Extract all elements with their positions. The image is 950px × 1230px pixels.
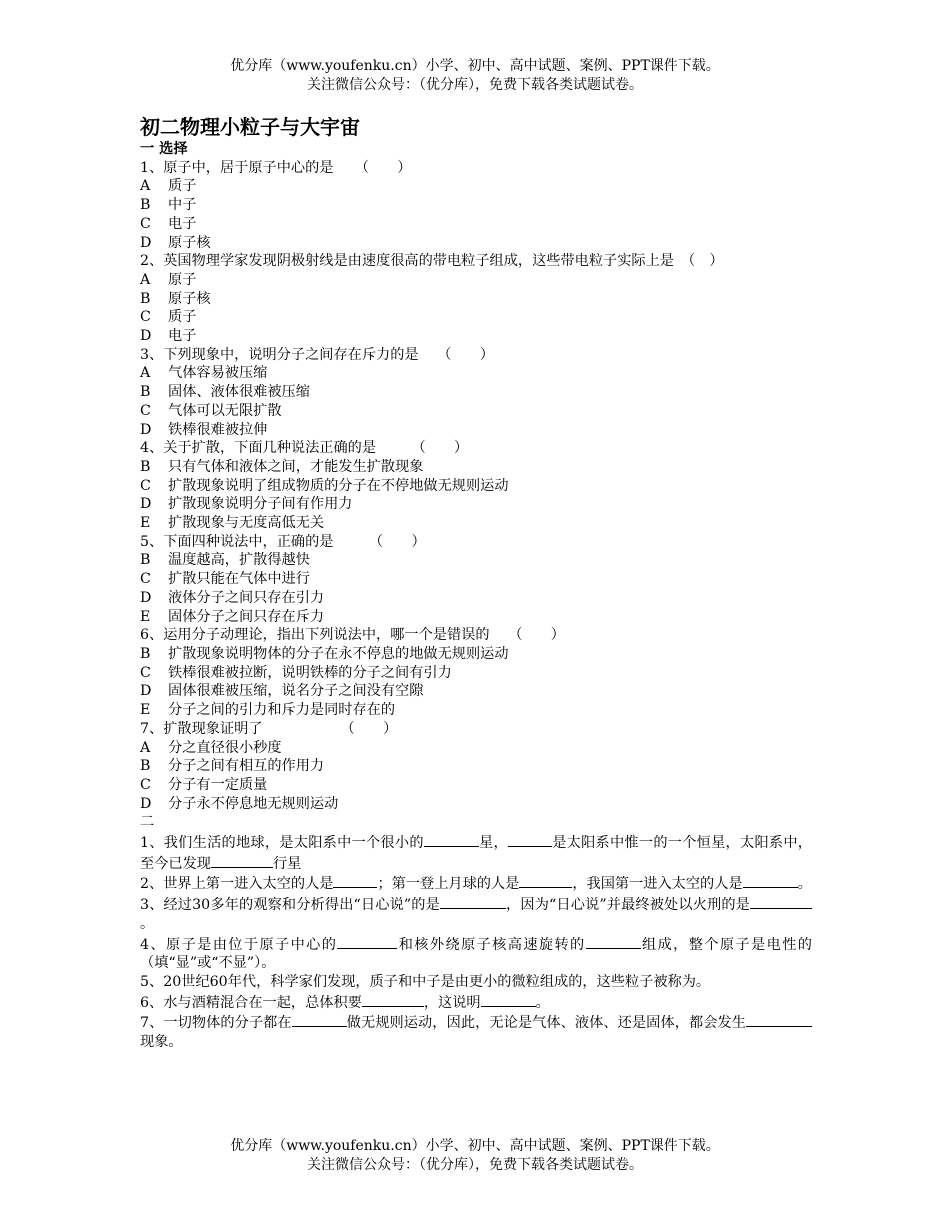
header-line-2: 关注微信公众号：（优分库），免费下载各类试题试卷。 <box>307 77 643 93</box>
option-letter: E <box>140 702 151 719</box>
option <box>140 458 812 477</box>
option-letter: A <box>140 271 151 288</box>
option-text: 原子 <box>168 271 197 288</box>
option-text: 质子 <box>168 309 197 326</box>
option-text: 液体分子之间只存在引力 <box>168 589 325 606</box>
question-6 <box>140 626 812 720</box>
option <box>140 645 812 664</box>
answer-blank[interactable] <box>746 1012 812 1027</box>
option-text: 电子 <box>168 328 197 345</box>
fill-text: 是太阳系中惟一的一个恒星，太阳系中，至今已发现 <box>140 835 812 872</box>
option-letter: B <box>140 290 151 307</box>
option-text: 铁棒很难被拉断，说明铁棒的分子之间有引力 <box>168 664 452 681</box>
option <box>140 608 812 627</box>
option-text: 扩散现象说明分子间有作用力 <box>168 496 353 513</box>
option <box>140 421 812 440</box>
option <box>140 795 812 814</box>
fill-text: 星， <box>478 835 508 852</box>
footer-line-1: 优分库（www.youfenku.cn）小学、初中、高中试题、案例、PPT课件下载。 <box>230 1138 720 1154</box>
fill-text: 做无规则运动，因此，无论是气体、液体、还是固体，都会发生 <box>346 1015 746 1032</box>
option-letter: E <box>140 608 151 625</box>
option <box>140 551 812 570</box>
option-letter: C <box>140 402 151 419</box>
fill-text: 7、一切物体的分子都在 <box>140 1015 292 1032</box>
question-3 <box>140 346 812 440</box>
option-letter: B <box>140 758 151 775</box>
answer-blank[interactable] <box>519 873 572 888</box>
document-body <box>140 114 812 1052</box>
page-footer <box>0 1137 950 1175</box>
fill-question-5 <box>140 973 812 992</box>
option <box>140 327 812 346</box>
answer-blank[interactable] <box>424 832 479 847</box>
footer-line-2: 关注微信公众号：（优分库），免费下载各类试题试卷。 <box>307 1157 643 1173</box>
option-text: 分子之间的引力和斥力是同时存在的 <box>168 702 396 719</box>
option-text: 电子 <box>168 215 197 232</box>
option-letter: C <box>140 571 151 588</box>
answer-blank[interactable] <box>743 873 798 888</box>
fill-text: 。 <box>797 876 812 893</box>
question-stem: 6、运用分子动理论，指出下列说法中，哪一个是错误的 （ ） <box>140 627 565 644</box>
option <box>140 757 812 776</box>
option-text: 原子核 <box>168 234 211 251</box>
answer-blank[interactable] <box>211 853 273 868</box>
question-stem: 7、扩散现象证明了 （ ） <box>140 720 398 737</box>
fill-text: 1、我们生活的地球，是太阳系中一个很小的 <box>140 835 424 852</box>
fill-text: 和核外绕原子核高速旋转的 <box>397 936 586 953</box>
fill-text: 现象。 <box>140 1034 183 1051</box>
section-heading-fill: 二 <box>140 814 155 831</box>
option-letter: C <box>140 477 151 494</box>
option-letter: D <box>140 496 152 513</box>
option-letter: A <box>140 178 151 195</box>
question-stem: 1、原子中，居于原子中心的是 （ ） <box>140 159 412 176</box>
answer-blank[interactable] <box>440 894 506 909</box>
option <box>140 383 812 402</box>
option-letter: C <box>140 215 151 232</box>
option-text: 分之直径很小秒度 <box>168 739 282 756</box>
fill-text: 行星 <box>272 855 302 872</box>
option-text: 气体可以无限扩散 <box>168 402 282 419</box>
fill-text: 6、水与酒精混合在一起，总体积要 <box>140 994 362 1011</box>
fill-question-1 <box>140 832 812 873</box>
answer-blank[interactable] <box>481 992 536 1007</box>
option-letter: D <box>140 421 152 438</box>
option <box>140 308 812 327</box>
option-text: 中子 <box>168 197 197 214</box>
option <box>140 495 812 514</box>
answer-blank[interactable] <box>586 934 641 949</box>
option-letter: D <box>140 683 152 700</box>
question-5 <box>140 533 812 627</box>
option <box>140 739 812 758</box>
option-text: 铁棒很难被拉伸 <box>168 421 268 438</box>
option-letter: B <box>140 552 151 569</box>
question-stem: 5、下面四种说法中，正确的是 （ ） <box>140 533 426 550</box>
option <box>140 234 812 253</box>
question-1 <box>140 159 812 253</box>
option-letter: B <box>140 384 151 401</box>
header-line-1: 优分库（www.youfenku.cn）小学、初中、高中试题、案例、PPT课件下载。 <box>230 58 720 74</box>
question-stem: 4、关于扩散，下面几种说法正确的是 （ ） <box>140 440 469 457</box>
answer-blank[interactable] <box>362 992 424 1007</box>
fill-text: 3、经过30多年的观察和分析得出“日心说”的是 <box>140 897 440 914</box>
option-letter: D <box>140 795 152 812</box>
option <box>140 514 812 533</box>
question-7 <box>140 720 812 814</box>
page-header <box>0 57 950 95</box>
option <box>140 196 812 215</box>
option <box>140 402 812 421</box>
option-letter: B <box>140 197 151 214</box>
option-letter: D <box>140 234 152 251</box>
option-text: 气体容易被压缩 <box>168 365 268 382</box>
option-letter: A <box>140 365 151 382</box>
option <box>140 701 812 720</box>
option-letter: B <box>140 645 151 662</box>
fill-question-4 <box>140 934 812 973</box>
option-letter: A <box>140 739 151 756</box>
option <box>140 664 812 683</box>
option <box>140 776 812 795</box>
fill-question-7 <box>140 1012 812 1051</box>
fill-text: 2、世界上第一进入太空的人是 <box>140 876 334 893</box>
option <box>140 271 812 290</box>
option-text: 原子核 <box>168 290 211 307</box>
fill-question-2 <box>140 873 812 894</box>
option-letter: C <box>140 664 151 681</box>
option <box>140 589 812 608</box>
question-stem: 3、下列现象中，说明分子之间存在斥力的是 （ ） <box>140 346 495 363</box>
option-text: 固体很难被压缩，说名分子之间没有空隙 <box>168 683 424 700</box>
fill-text: ，这说明 <box>423 994 481 1011</box>
option-text: 分子永不停息地无规则运动 <box>168 795 339 812</box>
option-letter: B <box>140 458 151 475</box>
option-text: 扩散现象与无度高低无关 <box>168 515 325 532</box>
fill-text: 。 <box>535 994 550 1011</box>
fill-text: 5、20世纪60年代，科学家们发现，质子和中子是由更小的微粒组成的，这些粒子被称为。 <box>140 973 711 990</box>
option-letter: E <box>140 515 151 532</box>
option <box>140 177 812 196</box>
fill-question-3 <box>140 894 812 933</box>
fill-text: ；第一登上月球的人是 <box>377 876 520 893</box>
answer-blank[interactable] <box>333 873 377 888</box>
option <box>140 364 812 383</box>
option-text: 扩散只能在气体中进行 <box>168 571 310 588</box>
option <box>140 215 812 234</box>
option-text: 质子 <box>168 178 197 195</box>
answer-blank[interactable] <box>508 832 552 847</box>
option-letter: D <box>140 328 152 345</box>
fill-text: 。 <box>140 915 155 932</box>
option <box>140 290 812 309</box>
fill-text: 4、原子是由位于原子中心的 <box>140 936 338 953</box>
option-text: 温度越高，扩散得越快 <box>168 552 310 569</box>
answer-blank[interactable] <box>750 894 812 909</box>
fill-text: 组成，整个原子是电性的（填“显”或“不显”）。 <box>140 936 812 972</box>
option-text: 分子之间有相互的作用力 <box>168 758 325 775</box>
option <box>140 682 812 701</box>
fill-text: ，因为“日心说”并最终被处以火刑的是 <box>505 897 750 914</box>
option-text: 固体分子之间只存在斥力 <box>168 608 325 625</box>
question-2 <box>140 252 812 346</box>
option-text: 只有气体和液体之间，才能发生扩散现象 <box>168 458 424 475</box>
question-stem: 2、英国物理学家发现阴极射线是由速度很高的带电粒子组成，这些带电粒子实际上是 （ ） <box>140 253 724 270</box>
option-text: 固体、液体很难被压缩 <box>168 384 310 401</box>
page-title: 初二物理小粒子与大宇宙 <box>140 115 360 139</box>
option-letter: C <box>140 776 151 793</box>
option-text: 扩散现象说明物体的分子在永不停息的地做无规则运动 <box>168 645 509 662</box>
fill-text: ，我国第一进入太空的人是 <box>572 876 743 893</box>
option-letter: D <box>140 589 152 606</box>
answer-blank[interactable] <box>337 934 397 949</box>
option <box>140 477 812 496</box>
option <box>140 570 812 589</box>
question-4 <box>140 439 812 533</box>
section-heading-choice: 一 选择 <box>140 141 188 157</box>
fill-question-6 <box>140 992 812 1013</box>
option-text: 扩散现象说明了组成物质的分子在不停地做无规则运动 <box>168 477 509 494</box>
option-letter: C <box>140 309 151 326</box>
option-text: 分子有一定质量 <box>168 776 268 793</box>
answer-blank[interactable] <box>292 1012 347 1027</box>
